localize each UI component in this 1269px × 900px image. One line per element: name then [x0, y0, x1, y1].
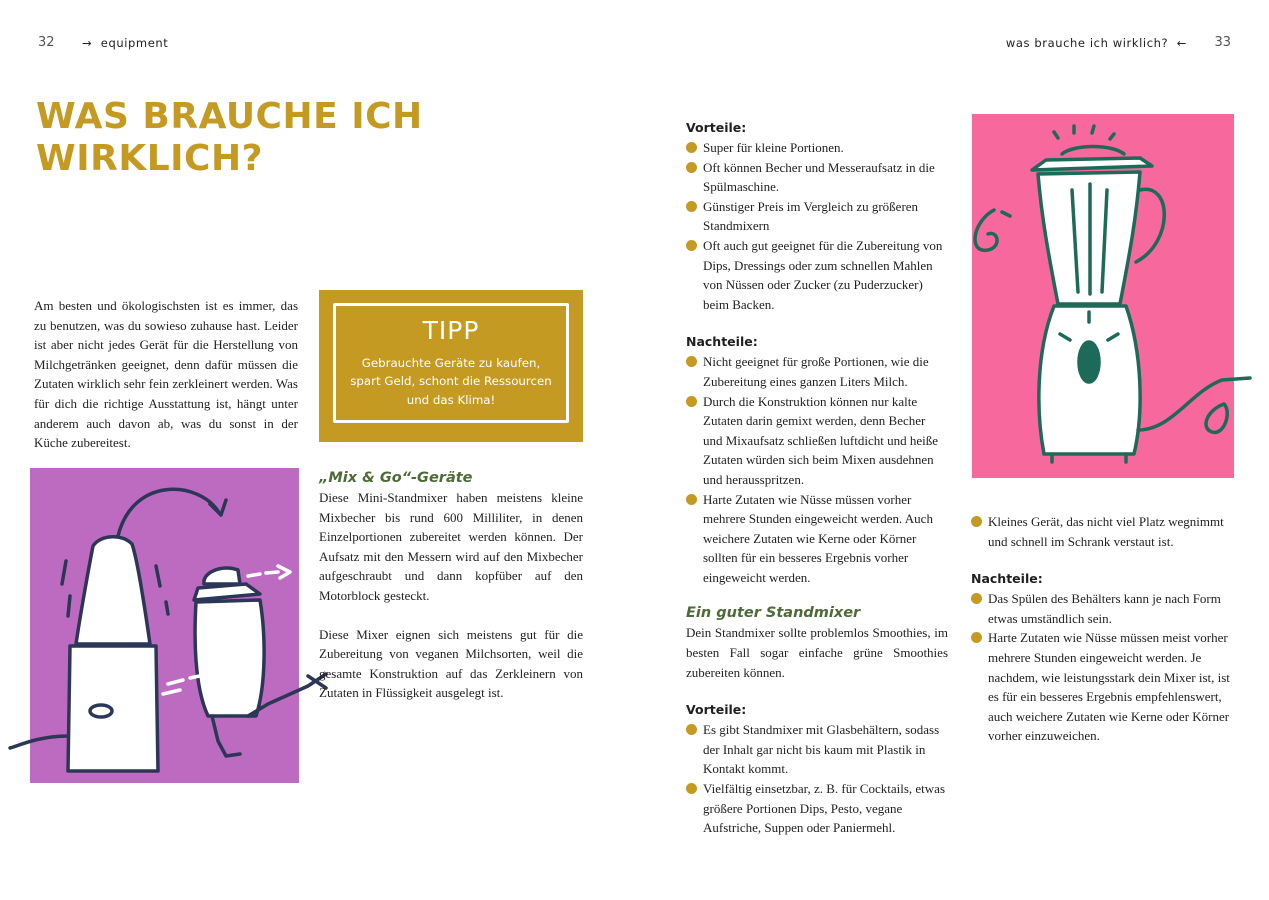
right-column-2	[971, 512, 1233, 746]
tip-text: Gebrauchte Geräte zu kaufen, spart Geld, schont die Ressourcen und das Klima!	[350, 356, 552, 407]
list-item: Harte Zutaten wie Nüsse müssen vorher mehrere Stunden eingeweicht werden. Auch weichere Zutaten wie Kerne oder Körner sollten für ein besseres Ergebnis vorher eingeweicht werden.	[686, 490, 948, 588]
tip-title: TIPP	[422, 316, 480, 345]
blender-drawing	[962, 112, 1252, 482]
mini-mixer-illustration	[8, 466, 333, 786]
mixgo-cons-list	[686, 352, 948, 587]
list-item: Oft können Becher und Messeraufsatz in die Spülmaschine.	[686, 158, 948, 197]
right-running-head	[1006, 36, 1187, 50]
right-column-1	[686, 120, 948, 838]
tip-box	[319, 290, 583, 442]
intro-paragraph: Am besten und ökologischsten ist es immer, das zu benutzen, was du sowieso zuhause hast. Leider ist aber nicht jedes Gerät für die Herstellung von Milchgetränken geeignet, denn dafür müssen die Zutaten wirklich sehr fein zerkleinert werden. Was für dich die richtige Ausstattung ist, hängt unter anderem auch davon ab, was du sonst in der Küche zubereitest.	[34, 298, 298, 451]
list-item: Harte Zutaten wie Nüsse müssen meist vorher mehrere Stunden eingeweicht werden. Je nachdem, wie leistungsstark dein Mixer ist, ist es für ein besseres Ergebnis empfehlenswert, auch weichere Zutaten wie Kerne oder Körner vorher einzuweichen.	[971, 628, 1233, 746]
standmixer-pros-label: Vorteile:	[686, 702, 747, 718]
list-item: Kleines Gerät, das nicht viel Platz wegnimmt und schnell im Schrank verstaut ist.	[971, 512, 1233, 551]
standmixer-cons-list	[971, 589, 1233, 746]
mixgo-section	[319, 470, 583, 703]
arrow-left-icon: ←	[1176, 36, 1187, 50]
list-item: Es gibt Standmixer mit Glasbehältern, sodass der Inhalt gar nicht bis kaum mit Plastik in Kontakt kommt.	[686, 720, 948, 779]
list-item: Nicht geeignet für große Portionen, wie die Zubereitung eines ganzen Liters Milch.	[686, 352, 948, 391]
mini-mixer-drawing	[8, 466, 333, 786]
page-title	[36, 96, 456, 180]
standmixer-pros-continued	[971, 512, 1233, 551]
list-item: Günstiger Preis im Vergleich zu größeren Standmixern	[686, 197, 948, 236]
mixgo-heading: „Mix & Go“-Geräte	[319, 470, 473, 486]
left-page-number: 32	[38, 35, 55, 50]
mixgo-paragraph-2: Diese Mixer eignen sich meistens gut für die Zubereitung von veganen Milchsorten, weil die gesamte Konstruktion auf das Zerkleinern von Zutaten in Flüssigkeit ausgelegt ist.	[319, 626, 583, 701]
standmixer-paragraph: Dein Standmixer sollte problemlos Smoothies, im besten Fall sogar einfache grüne Smoothies zubereiten können.	[686, 625, 948, 680]
list-item: Oft auch gut geeignet für die Zubereitung von Dips, Dressings oder zum schnellen Mahlen von Nüssen oder Zucker (zu Puderzucker) beim Backen.	[686, 236, 948, 314]
standmixer-cons-label: Nachteile:	[971, 571, 1043, 587]
page-title-line-1: WAS BRAUCHE ICH	[36, 96, 423, 137]
mixgo-cons-label: Nachteile:	[686, 334, 758, 350]
list-item: Super für kleine Portionen.	[686, 138, 948, 158]
left-running-title: equipment	[100, 36, 169, 50]
page-title-line-2: WIRKLICH?	[36, 138, 263, 179]
right-running-title: was brauche ich wirklich?	[1005, 36, 1169, 50]
list-item: Vielfältig einsetzbar, z. B. für Cocktails, etwas größere Portionen Dips, Pesto, vegane Aufstriche, Suppen oder Paniermehl.	[686, 779, 948, 838]
list-item: Das Spülen des Behälters kann je nach Form etwas umständlich sein.	[971, 589, 1233, 628]
intro-column	[34, 296, 298, 453]
blender-illustration	[962, 112, 1252, 482]
mixgo-pros-label: Vorteile:	[686, 120, 747, 135]
list-item: Durch die Konstruktion können nur kalte Zutaten darin gemixt werden, denn Becher und Mixaufsatz schließen luftdicht und heiße Zutaten würden sich beim Mixen ausdehnen und herausspritzen.	[686, 392, 948, 490]
mixgo-paragraph-1: Diese Mini-Standmixer haben meistens kleine Mixbecher bis rund 600 Milliliter, in denen Einzelportionen zubereitet werden können. Der Aufsatz mit den Messern wird auf den Mixbecher aufgeschraubt und dann kopfüber auf den Motorblock gesteckt.	[319, 490, 583, 603]
right-page-number: 33	[1214, 35, 1231, 50]
mixgo-pros-list	[686, 138, 948, 314]
left-running-head	[82, 36, 168, 50]
standmixer-heading: Ein guter Standmixer	[686, 605, 861, 622]
standmixer-pros-list	[686, 720, 948, 838]
arrow-right-icon: →	[82, 36, 93, 50]
